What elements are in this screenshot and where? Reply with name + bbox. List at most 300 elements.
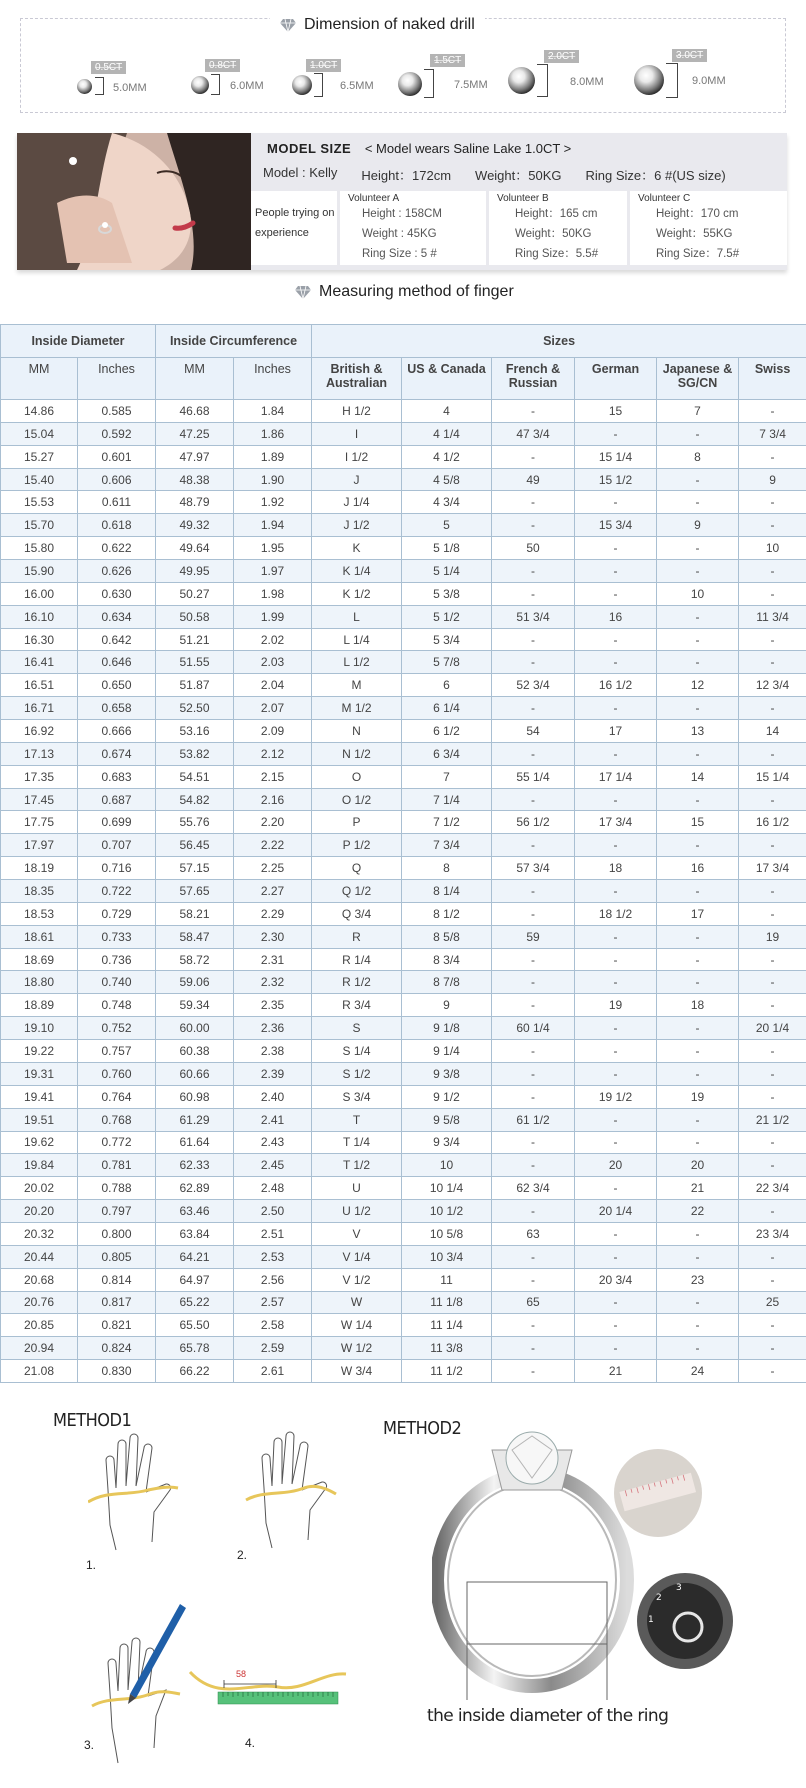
table-row <box>1 1131 806 1154</box>
table-cell: T <box>312 1108 402 1131</box>
table-cell: 17.45 <box>1 788 78 811</box>
table-cell: 25 <box>739 1291 806 1314</box>
model-size-label: MODEL SIZE <box>267 141 352 156</box>
ct-mm: 6.5MM <box>340 80 374 92</box>
table-cell: 8 5/8 <box>402 925 492 948</box>
table-cell: - <box>492 902 575 925</box>
table-cell: - <box>575 880 657 903</box>
volunteer-height: Height : 158CM <box>362 208 442 220</box>
table-cell: - <box>492 1062 575 1085</box>
table-cell: 1.92 <box>234 491 312 514</box>
table-row <box>1 1040 806 1063</box>
table-cell: 21.08 <box>1 1360 78 1383</box>
table-cell: - <box>739 491 806 514</box>
table-cell: - <box>492 1360 575 1383</box>
table-cell: 20 <box>575 1154 657 1177</box>
table-cell: 24 <box>657 1360 739 1383</box>
table-cell: 1.99 <box>234 605 312 628</box>
table-cell: - <box>739 834 806 857</box>
table-cell: 2.07 <box>234 697 312 720</box>
table-cell: - <box>575 628 657 651</box>
table-cell: 2.57 <box>234 1291 312 1314</box>
table-row <box>1 445 806 468</box>
table-cell: 2.30 <box>234 925 312 948</box>
column-header: Inches <box>234 358 312 400</box>
table-cell: 17.13 <box>1 742 78 765</box>
table-cell: 63.84 <box>156 1222 234 1245</box>
table-row <box>1 628 806 651</box>
model-photo-illustration <box>17 133 251 270</box>
table-cell: S 1/2 <box>312 1062 402 1085</box>
column-header: MM <box>1 358 78 400</box>
table-cell: 0.626 <box>78 560 156 583</box>
table-cell: 5 1/2 <box>402 605 492 628</box>
table-cell: 14 <box>657 765 739 788</box>
table-cell: 59.34 <box>156 994 234 1017</box>
header-inside-circumference: Inside Circumference <box>156 325 312 358</box>
table-cell: 18.69 <box>1 948 78 971</box>
table-cell: 20.68 <box>1 1268 78 1291</box>
table-row <box>1 1200 806 1223</box>
table-cell: 56.45 <box>156 834 234 857</box>
table-row <box>1 651 806 674</box>
table-cell: 9 1/2 <box>402 1085 492 1108</box>
table-cell: 2.45 <box>234 1154 312 1177</box>
table-cell: K 1/4 <box>312 560 402 583</box>
table-row <box>1 491 806 514</box>
ruler-reading: 58 <box>236 1669 247 1679</box>
header-sizes: Sizes <box>312 325 806 358</box>
table-cell: 2.22 <box>234 834 312 857</box>
table-row <box>1 1222 806 1245</box>
table-cell: 2.61 <box>234 1360 312 1383</box>
table-cell: 2.38 <box>234 1040 312 1063</box>
size-bracket <box>666 63 678 98</box>
table-cell: 8 7/8 <box>402 971 492 994</box>
volunteer-a <box>340 191 486 265</box>
table-cell: 56 1/2 <box>492 811 575 834</box>
table-cell: S <box>312 1017 402 1040</box>
table-cell: 0.646 <box>78 651 156 674</box>
table-cell: 2.50 <box>234 1200 312 1223</box>
table-cell: 19.31 <box>1 1062 78 1085</box>
table-cell: 0.606 <box>78 468 156 491</box>
table-cell: 48.38 <box>156 468 234 491</box>
table-cell: - <box>739 582 806 605</box>
table-cell: 21 <box>575 1360 657 1383</box>
table-cell: 9 1/4 <box>402 1040 492 1063</box>
table-cell: - <box>492 1040 575 1063</box>
table-row <box>1 788 806 811</box>
table-cell: 19.41 <box>1 1085 78 1108</box>
table-cell: - <box>575 1337 657 1360</box>
table-cell: 2.29 <box>234 902 312 925</box>
table-cell: 2.02 <box>234 628 312 651</box>
ct-label: 2.0CT <box>544 50 579 63</box>
table-cell: 18.80 <box>1 971 78 994</box>
diamond-icon <box>508 67 535 94</box>
ring-size-table <box>0 324 806 1383</box>
column-header: Inches <box>78 358 156 400</box>
table-cell: - <box>657 628 739 651</box>
table-cell: 60.98 <box>156 1085 234 1108</box>
table-cell: 15.70 <box>1 514 78 537</box>
table-cell: 18.19 <box>1 857 78 880</box>
table-cell: 55.76 <box>156 811 234 834</box>
table-row <box>1 422 806 445</box>
table-cell: 18 <box>575 857 657 880</box>
table-cell: 14.86 <box>1 400 78 423</box>
method2-title: METHOD2 <box>383 1418 462 1439</box>
table-cell: 2.16 <box>234 788 312 811</box>
table-cell: 18.61 <box>1 925 78 948</box>
table-cell: R 3/4 <box>312 994 402 1017</box>
table-cell: 2.51 <box>234 1222 312 1245</box>
ct-item-1 <box>191 59 301 109</box>
table-cell: - <box>739 902 806 925</box>
table-cell: - <box>657 1017 739 1040</box>
table-cell: I <box>312 422 402 445</box>
table-cell: 0.764 <box>78 1085 156 1108</box>
table-cell: 59 <box>492 925 575 948</box>
table-cell: Q 1/2 <box>312 880 402 903</box>
table-cell: 12 3/4 <box>739 674 806 697</box>
table-cell: - <box>492 1154 575 1177</box>
table-cell: 17.97 <box>1 834 78 857</box>
table-cell: 15 3/4 <box>575 514 657 537</box>
table-cell: 20.76 <box>1 1291 78 1314</box>
table-row <box>1 765 806 788</box>
table-cell: 1.94 <box>234 514 312 537</box>
table-cell: 17 1/4 <box>575 765 657 788</box>
table-cell: 7 3/4 <box>739 422 806 445</box>
table-cell: W 1/2 <box>312 1337 402 1360</box>
table-cell: 60.66 <box>156 1062 234 1085</box>
table-cell: 16.30 <box>1 628 78 651</box>
table-cell: - <box>575 537 657 560</box>
model-photo <box>17 133 251 270</box>
table-cell: - <box>657 537 739 560</box>
table-cell: 15.80 <box>1 537 78 560</box>
table-cell: 0.707 <box>78 834 156 857</box>
table-cell: 19.22 <box>1 1040 78 1063</box>
table-cell: 0.824 <box>78 1337 156 1360</box>
table-cell: 2.15 <box>234 765 312 788</box>
svg-text:2: 2 <box>656 1593 662 1603</box>
table-cell: - <box>739 1268 806 1291</box>
table-cell: - <box>739 1062 806 1085</box>
volunteer-weight: Weight：50KG <box>515 228 592 240</box>
table-cell: - <box>575 948 657 971</box>
table-cell: - <box>657 971 739 994</box>
table-cell: 12 <box>657 674 739 697</box>
table-cell: 20.02 <box>1 1177 78 1200</box>
table-cell: 17 <box>575 720 657 743</box>
table-cell: 0.830 <box>78 1360 156 1383</box>
table-cell: J 1/4 <box>312 491 402 514</box>
table-cell: 6 <box>402 674 492 697</box>
table-cell: 49 <box>492 468 575 491</box>
table-cell: 18.53 <box>1 902 78 925</box>
table-cell: 19 <box>575 994 657 1017</box>
table-cell: 8 <box>657 445 739 468</box>
table-row <box>1 880 806 903</box>
table-row <box>1 1337 806 1360</box>
table-cell: 4 5/8 <box>402 468 492 491</box>
table-cell: 7 1/4 <box>402 788 492 811</box>
table-row <box>1 1291 806 1314</box>
table-cell: I 1/2 <box>312 445 402 468</box>
table-cell: 63.46 <box>156 1200 234 1223</box>
table-cell: - <box>575 1177 657 1200</box>
volunteer-name: Volunteer B <box>497 193 549 204</box>
table-cell: - <box>657 742 739 765</box>
ct-label: 3.0CT <box>672 49 707 62</box>
table-cell: 1.86 <box>234 422 312 445</box>
table-cell: 20 1/4 <box>575 1200 657 1223</box>
table-cell: 9 <box>402 994 492 1017</box>
table-cell: 1.98 <box>234 582 312 605</box>
diamond-icon <box>634 65 664 95</box>
table-cell: 65 <box>492 1291 575 1314</box>
table-cell: 2.53 <box>234 1245 312 1268</box>
volunteer-ring: Ring Size：7.5# <box>656 248 740 260</box>
table-cell: 55 1/4 <box>492 765 575 788</box>
table-cell: 6 1/2 <box>402 720 492 743</box>
table-cell: 23 3/4 <box>739 1222 806 1245</box>
table-cell: 2.59 <box>234 1337 312 1360</box>
table-cell: T 1/2 <box>312 1154 402 1177</box>
table-cell: 21 <box>657 1177 739 1200</box>
table-cell: 10 <box>657 582 739 605</box>
ct-label: 0.8CT <box>205 59 240 72</box>
table-cell: 16.51 <box>1 674 78 697</box>
table-cell: 8 3/4 <box>402 948 492 971</box>
table-cell: 2.56 <box>234 1268 312 1291</box>
ct-item-4 <box>508 50 618 100</box>
table-cell: 20 <box>657 1154 739 1177</box>
table-row <box>1 697 806 720</box>
table-cell: R <box>312 925 402 948</box>
ct-item-2 <box>292 59 402 109</box>
table-cell: - <box>739 400 806 423</box>
table-cell: - <box>739 742 806 765</box>
table-cell: 20.20 <box>1 1200 78 1223</box>
table-cell: 0.736 <box>78 948 156 971</box>
table-cell: - <box>492 651 575 674</box>
table-cell: 0.733 <box>78 925 156 948</box>
model-size-panel <box>17 133 787 270</box>
size-bracket <box>537 64 548 97</box>
table-cell: 9 3/8 <box>402 1062 492 1085</box>
table-cell: 2.12 <box>234 742 312 765</box>
table-cell: 0.592 <box>78 422 156 445</box>
table-cell: - <box>492 491 575 514</box>
table-cell: 2.04 <box>234 674 312 697</box>
step-3: 3. <box>84 1738 95 1752</box>
table-row <box>1 925 806 948</box>
model-name: Model : Kelly <box>263 165 338 180</box>
table-cell: 20.44 <box>1 1245 78 1268</box>
table-cell: 65.78 <box>156 1337 234 1360</box>
table-cell: 15.27 <box>1 445 78 468</box>
table-cell: W 3/4 <box>312 1360 402 1383</box>
table-row <box>1 948 806 971</box>
table-cell: R 1/4 <box>312 948 402 971</box>
ct-label: 0.5CT <box>91 61 126 74</box>
table-cell: - <box>575 1108 657 1131</box>
table-cell: 51.87 <box>156 674 234 697</box>
table-cell: 51 3/4 <box>492 605 575 628</box>
table-cell: 15.90 <box>1 560 78 583</box>
table-cell: 0.800 <box>78 1222 156 1245</box>
table-cell: - <box>492 742 575 765</box>
volunteer-name: Volunteer A <box>348 193 400 204</box>
table-cell: - <box>575 1062 657 1085</box>
table-cell: 0.618 <box>78 514 156 537</box>
table-cell: - <box>575 788 657 811</box>
table-cell: - <box>739 697 806 720</box>
table-cell: S 3/4 <box>312 1085 402 1108</box>
table-cell: 54 <box>492 720 575 743</box>
table-cell: - <box>492 400 575 423</box>
table-cell: - <box>492 697 575 720</box>
table-cell: - <box>492 560 575 583</box>
table-cell: 0.788 <box>78 1177 156 1200</box>
table-cell: 47.25 <box>156 422 234 445</box>
table-cell: 19.10 <box>1 1017 78 1040</box>
svg-text:1: 1 <box>648 1615 654 1625</box>
table-cell: 6 3/4 <box>402 742 492 765</box>
measuring-gauge-photo <box>636 1572 734 1670</box>
measuring-title: Measuring method of finger <box>285 283 524 301</box>
table-cell: 46.68 <box>156 400 234 423</box>
table-cell: - <box>657 1222 739 1245</box>
table-cell: 0.687 <box>78 788 156 811</box>
table-row <box>1 834 806 857</box>
step-2: 2. <box>237 1548 248 1562</box>
hand-illustration-1 <box>88 1430 188 1560</box>
table-cell: - <box>575 491 657 514</box>
table-cell: 16.10 <box>1 605 78 628</box>
table-cell: - <box>739 880 806 903</box>
table-cell: 17 3/4 <box>739 857 806 880</box>
table-cell: 19.62 <box>1 1131 78 1154</box>
table-cell: 19 <box>739 925 806 948</box>
size-bracket <box>424 69 434 98</box>
table-row <box>1 1108 806 1131</box>
size-bracket <box>211 74 220 95</box>
diamond-icon <box>292 75 312 95</box>
table-cell: - <box>575 1291 657 1314</box>
table-cell: 7 1/2 <box>402 811 492 834</box>
svg-text:3: 3 <box>676 1583 682 1593</box>
table-cell: 5 3/8 <box>402 582 492 605</box>
table-cell: 50.58 <box>156 605 234 628</box>
table-cell: 16 <box>575 605 657 628</box>
table-cell: 5 <box>402 514 492 537</box>
table-cell: - <box>657 697 739 720</box>
table-row <box>1 605 806 628</box>
table-cell: - <box>492 1200 575 1223</box>
table-cell: 19.51 <box>1 1108 78 1131</box>
table-cell: 53.82 <box>156 742 234 765</box>
table-cell: 60.38 <box>156 1040 234 1063</box>
table-cell: 7 <box>402 765 492 788</box>
table-cell: 17.75 <box>1 811 78 834</box>
table-cell: 0.729 <box>78 902 156 925</box>
table-cell: 53.16 <box>156 720 234 743</box>
table-cell: M <box>312 674 402 697</box>
table-cell: N <box>312 720 402 743</box>
method1-title: METHOD1 <box>53 1410 132 1431</box>
table-cell: - <box>575 697 657 720</box>
table-cell: 61.64 <box>156 1131 234 1154</box>
table-cell: 1.97 <box>234 560 312 583</box>
table-cell: 5 1/8 <box>402 537 492 560</box>
table-cell: 51.21 <box>156 628 234 651</box>
table-cell: V 1/2 <box>312 1268 402 1291</box>
column-header: MM <box>156 358 234 400</box>
table-cell: 0.611 <box>78 491 156 514</box>
table-cell: 0.817 <box>78 1291 156 1314</box>
table-cell: 58.47 <box>156 925 234 948</box>
step-4: 4. <box>245 1736 256 1750</box>
table-cell: 14 <box>739 720 806 743</box>
volunteer-c <box>630 191 787 265</box>
table-cell: U 1/2 <box>312 1200 402 1223</box>
diamond-icon <box>280 18 296 32</box>
table-cell: 49.64 <box>156 537 234 560</box>
table-cell: 11 1/2 <box>402 1360 492 1383</box>
table-cell: - <box>739 1131 806 1154</box>
table-cell: L 1/2 <box>312 651 402 674</box>
table-cell: 47.97 <box>156 445 234 468</box>
table-cell: 17.35 <box>1 765 78 788</box>
inside-diameter-label: the inside diameter of the ring <box>427 1706 669 1726</box>
table-row <box>1 514 806 537</box>
table-cell: 20.85 <box>1 1314 78 1337</box>
table-cell: 66.22 <box>156 1360 234 1383</box>
table-row <box>1 994 806 1017</box>
table-row <box>1 811 806 834</box>
table-cell: 58.21 <box>156 902 234 925</box>
table-cell: 50 <box>492 537 575 560</box>
table-cell: 16.71 <box>1 697 78 720</box>
table-cell: 0.757 <box>78 1040 156 1063</box>
table-cell: - <box>657 834 739 857</box>
table-cell: 4 1/2 <box>402 445 492 468</box>
column-header: US & Canada <box>402 358 492 400</box>
table-cell: 20.32 <box>1 1222 78 1245</box>
table-cell: 2.39 <box>234 1062 312 1085</box>
model-info <box>263 165 787 184</box>
table-cell: 0.722 <box>78 880 156 903</box>
table-cell: - <box>492 1337 575 1360</box>
table-cell: J <box>312 468 402 491</box>
table-cell: - <box>739 1085 806 1108</box>
diamond-icon <box>77 79 92 94</box>
table-cell: 0.772 <box>78 1131 156 1154</box>
table-cell: 60 1/4 <box>492 1017 575 1040</box>
table-cell: 2.09 <box>234 720 312 743</box>
table-row <box>1 1268 806 1291</box>
ct-item-0 <box>77 61 187 111</box>
table-cell: L 1/4 <box>312 628 402 651</box>
volunteer-height: Height：170 cm <box>656 208 739 220</box>
volunteer-grid <box>251 191 787 270</box>
table-cell: 1.95 <box>234 537 312 560</box>
